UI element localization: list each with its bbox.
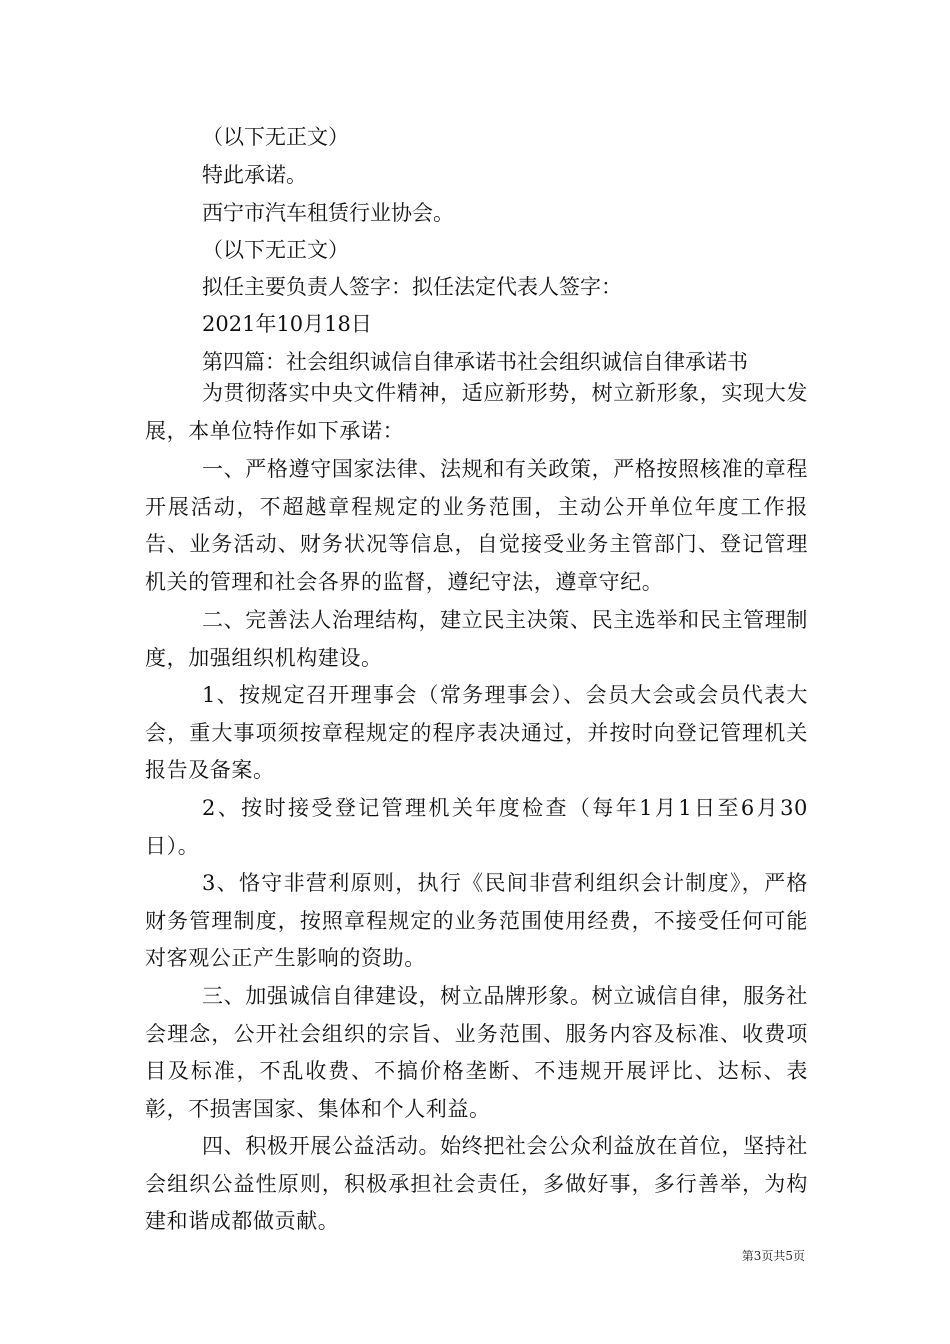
paragraph-item-2: 2、按时接受登记管理机关年度检查（每年1月1日至6月30日）。 <box>145 796 808 858</box>
page-number: 第3页共5页 <box>741 1249 805 1263</box>
paragraph-one: 一、严格遵守国家法律、法规和有关政策，严格按照核准的章程开展活动，不超越章程规定的业务范围，主动公开单位年度工作报告、业务活动、财务状况等信息，自觉接受业务主管部门、登记管理机关的管理和社会各界的监督，遵纪守法，遵章守纪。 <box>145 457 808 594</box>
no-text-notice-1: （以下无正文） <box>202 125 349 149</box>
date-line: 2021年10月18日 <box>202 312 372 336</box>
intro-paragraph: 为贯彻落实中央文件精神，适应新形势，树立新形象，实现大发展，本单位特作如下承诺： <box>145 381 808 443</box>
no-text-notice-2: （以下无正文） <box>202 238 349 262</box>
paragraph-item-1: 1、按规定召开理事会（常务理事会）、会员大会或会员代表大会，重大事项须按章程规定的程序表决通过，并按时向登记管理机关报告及备案。 <box>145 683 808 783</box>
paragraph-three: 三、加强诚信自律建设，树立品牌形象。树立诚信自律，服务社会理念，公开社会组织的宗旨、业务范围、服务内容及标准、收费项目及标准，不乱收费、不搞价格垄断、不违规开展评比、达标、表彰，不损害国家、集体和个人利益。 <box>145 984 808 1121</box>
association-name: 西宁市汽车租赁行业协会。 <box>202 201 454 225</box>
section-title: 第四篇：社会组织诚信自律承诺书社会组织诚信自律承诺书 <box>202 350 748 374</box>
commitment-closing: 特此承诺。 <box>202 163 307 187</box>
paragraph-two: 二、完善法人治理结构，建立民主决策、民主选举和民主管理制度，加强组织机构建设。 <box>145 608 808 670</box>
paragraph-four: 四、积极开展公益活动。始终把社会公众利益放在首位，坚持社会组织公益性原则，积极承担社会责任，多做好事，多行善举，为构建和谐成都做贡献。 <box>145 1134 808 1234</box>
paragraph-item-3: 3、恪守非营利原则，执行《民间非营利组织会计制度》，严格财务管理制度，按照章程规定的业务范围使用经费，不接受任何可能对客观公正产生影响的资助。 <box>145 871 808 971</box>
signature-line: 拟任主要负责人签字：拟任法定代表人签字： <box>202 275 622 299</box>
